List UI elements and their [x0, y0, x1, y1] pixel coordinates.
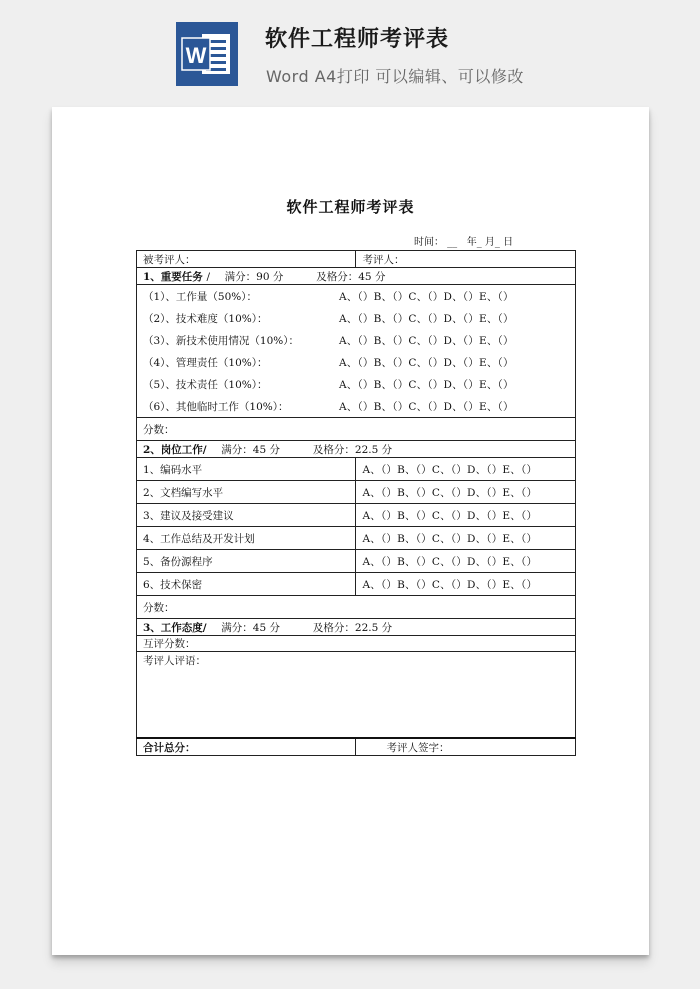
section2-item: [137, 550, 576, 573]
comment-label: 考评人评语：: [143, 655, 206, 667]
section2-score-label: 分数：: [143, 601, 175, 614]
section3-title: 3、工作态度/: [143, 621, 207, 634]
comment-row: [137, 652, 576, 739]
section2-header: [137, 441, 576, 458]
signature-cell[interactable]: [356, 738, 576, 756]
section1-item: [137, 351, 576, 373]
word-icon: [176, 22, 238, 86]
section2-score-row: [137, 596, 576, 619]
section2-item-options[interactable]: A、（）B、（）C、（）D、（）E、（）: [356, 458, 576, 481]
section1-item-label: （1）、工作量（50%）：: [143, 290, 258, 303]
section1-item-options[interactable]: A、（）B、（）C、（）D、（）E、（）: [339, 290, 514, 303]
section1-item-label: （6）、其他临时工作（10%）：: [143, 400, 289, 413]
section1-item-label: （2）、技术难度（10%）：: [143, 312, 268, 325]
section2-item-label: 3、建议及接受建议: [137, 504, 356, 527]
total-cell[interactable]: [137, 738, 356, 756]
header-subtitle: Word A4打印 可以编辑、可以修改: [266, 67, 524, 86]
word-icon-letter: W: [185, 43, 207, 68]
section2-item: [137, 527, 576, 550]
section1-header: [137, 268, 576, 285]
section1-item-label: （4）、管理责任（10%）：: [143, 356, 268, 369]
section1-full-score: 满分：90 分: [224, 270, 284, 283]
section2-pass-score: 及格分：22.5 分: [312, 443, 393, 456]
section3-header: [137, 619, 576, 636]
section1-item: [137, 373, 576, 395]
section2-item: [137, 481, 576, 504]
section2-item-options[interactable]: A、（）B、（）C、（）D、（）E、（）: [356, 550, 576, 573]
section1-sep: /: [206, 270, 211, 283]
peer-score-row: [137, 636, 576, 652]
document-title: 软件工程师考评表: [286, 198, 415, 216]
section2-item-options[interactable]: A、（）B、（）C、（）D、（）E、（）: [356, 504, 576, 527]
page-header: [0, 0, 700, 105]
peer-score-label: 互评分数：: [143, 638, 196, 650]
section2-full-score: 满分：45 分: [221, 443, 280, 456]
section3-pass-score: 及格分：22.5 分: [312, 621, 393, 634]
section2-item-options[interactable]: A、（）B、（）C、（）D、（）E、（）: [356, 527, 576, 550]
section1-item-label: （3）、新技术使用情况（10%）：: [143, 334, 300, 347]
evaluatee-label: 被考评人：: [143, 253, 196, 266]
total-row: [137, 738, 576, 756]
section1-pass-score: 及格分：45 分: [316, 270, 386, 283]
evaluatee-cell[interactable]: [137, 251, 356, 268]
evaluator-cell[interactable]: [356, 251, 576, 268]
section2-item-label: 1、编码水平: [137, 458, 356, 481]
section2-item: [137, 458, 576, 481]
section1-item-options[interactable]: A、（）B、（）C、（）D、（）E、（）: [339, 312, 514, 325]
date-line: 时间： __ 年_ 月_ 日: [414, 237, 514, 248]
section2-item-label: 6、技术保密: [137, 573, 356, 596]
section3-full-score: 满分：45 分: [221, 621, 280, 634]
section1-item: [137, 329, 576, 351]
section1-item-options[interactable]: A、（）B、（）C、（）D、（）E、（）: [339, 334, 514, 347]
evaluator-label: 考评人：: [362, 253, 405, 266]
evaluation-form: [136, 250, 576, 756]
section1-item-options[interactable]: A、（）B、（）C、（）D、（）E、（）: [339, 378, 514, 391]
section2-item-label: 5、备份源程序: [137, 550, 356, 573]
section1-item: [137, 307, 576, 329]
section2-item: [137, 573, 576, 596]
section1-score-row: [137, 418, 576, 441]
section2-item-options[interactable]: A、（）B、（）C、（）D、（）E、（）: [356, 481, 576, 504]
section1-item-label: （5）、技术责任（10%）：: [143, 378, 268, 391]
section1-item-options[interactable]: A、（）B、（）C、（）D、（）E、（）: [339, 356, 514, 369]
section1-item-options[interactable]: A、（）B、（）C、（）D、（）E、（）: [339, 400, 514, 413]
section1-item: [137, 395, 576, 418]
section1-score-label: 分数：: [143, 423, 175, 436]
header-title: 软件工程师考评表: [265, 27, 450, 52]
section2-item-label: 4、工作总结及开发计划: [137, 527, 356, 550]
section2-title: 2、岗位工作/: [143, 443, 207, 456]
section1-title: 1、重要任务: [143, 270, 203, 283]
document-page: [52, 107, 649, 955]
total-label: 合计总分：: [143, 741, 196, 754]
section1-item: [137, 285, 576, 308]
section2-item-options[interactable]: A、（）B、（）C、（）D、（）E、（）: [356, 573, 576, 596]
signature-label: 考评人签字：: [386, 741, 450, 754]
section2-item-label: 2、文档编写水平: [137, 481, 356, 504]
section2-item: [137, 504, 576, 527]
people-row: [137, 251, 576, 268]
